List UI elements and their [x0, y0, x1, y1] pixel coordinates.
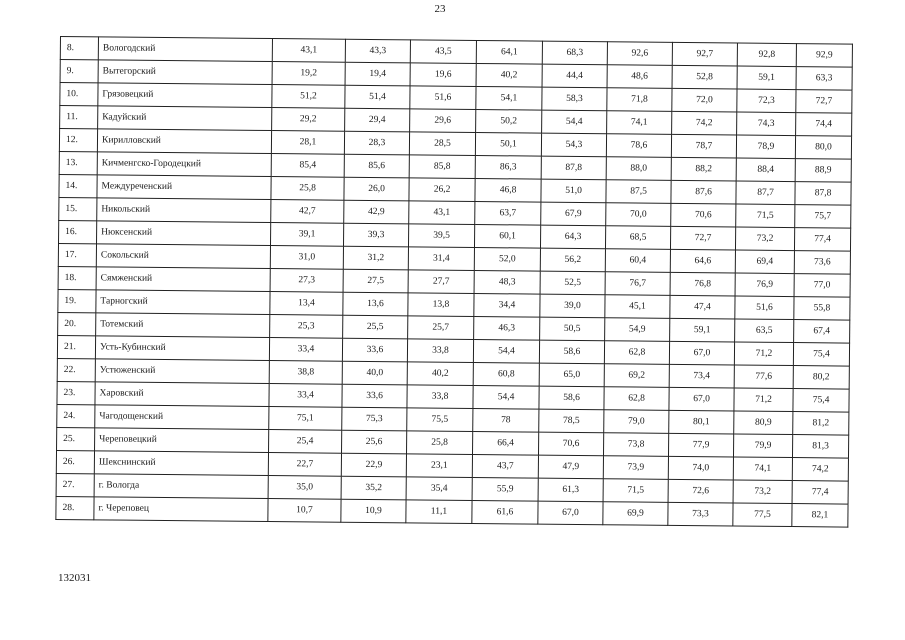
value-cell: 67,0	[669, 387, 734, 411]
value-cell: 77,4	[794, 228, 850, 252]
row-number-cell: 25.	[57, 427, 95, 450]
value-cell: 77,5	[733, 503, 792, 527]
document-code: 132031	[58, 572, 91, 584]
value-cell: 62,8	[604, 341, 669, 365]
value-cell: 43,7	[472, 454, 538, 478]
value-cell: 74,2	[792, 458, 848, 482]
value-cell: 67,4	[794, 320, 850, 344]
value-cell: 13,8	[408, 293, 474, 317]
value-cell: 54,3	[541, 133, 606, 157]
value-cell: 85,6	[344, 154, 409, 178]
value-cell: 31,2	[343, 246, 408, 270]
value-cell: 63,3	[796, 67, 852, 91]
value-cell: 80,9	[734, 411, 793, 435]
value-cell: 86,3	[475, 155, 541, 179]
value-cell: 33,4	[269, 384, 342, 408]
district-name-cell: Тарногский	[96, 290, 270, 315]
value-cell: 77,9	[668, 433, 733, 457]
value-cell: 74,2	[672, 111, 737, 135]
value-cell: 39,0	[540, 294, 605, 318]
value-cell: 54,9	[605, 318, 670, 342]
value-cell: 27,5	[343, 269, 408, 293]
value-cell: 75,1	[269, 407, 342, 431]
value-cell: 74,0	[668, 456, 733, 480]
row-number-cell: 21.	[57, 335, 95, 358]
district-name-cell: Шекснинский	[94, 451, 268, 476]
row-number-cell: 12.	[59, 129, 97, 152]
value-cell: 63,5	[735, 319, 794, 343]
value-cell: 87,8	[541, 156, 606, 180]
value-cell: 59,1	[737, 66, 796, 90]
value-cell: 77,0	[794, 274, 850, 298]
value-cell: 29,6	[410, 109, 476, 133]
value-cell: 69,2	[604, 364, 669, 388]
district-name-cell: Сокольский	[96, 244, 270, 269]
page-number: 23	[434, 3, 446, 15]
district-name-cell: Тотемский	[96, 313, 270, 338]
value-cell: 58,6	[539, 340, 604, 364]
row-number-cell: 27.	[56, 473, 94, 496]
value-cell: 13,4	[270, 292, 343, 316]
value-cell: 55,9	[472, 477, 538, 501]
value-cell: 51,2	[272, 85, 345, 109]
value-cell: 60,1	[474, 224, 540, 248]
value-cell: 29,4	[345, 108, 410, 132]
district-name-cell: Нюксенский	[97, 221, 271, 246]
value-cell: 25,3	[270, 315, 343, 339]
value-cell: 47,9	[538, 455, 603, 479]
value-cell: 51,0	[541, 179, 606, 203]
value-cell: 47,4	[670, 295, 735, 319]
row-number-cell: 20.	[58, 312, 96, 335]
value-cell: 78	[473, 408, 539, 432]
value-cell: 45,1	[605, 295, 670, 319]
value-cell: 50,5	[540, 317, 605, 341]
row-number-cell: 14.	[59, 174, 97, 197]
district-name-cell: Харовский	[95, 382, 269, 407]
value-cell: 92,9	[796, 44, 852, 68]
value-cell: 27,7	[408, 270, 474, 294]
value-cell: 43,1	[272, 39, 345, 63]
value-cell: 75,7	[795, 205, 851, 229]
value-cell: 80,1	[669, 410, 734, 434]
value-cell: 60,8	[473, 362, 539, 386]
value-cell: 75,3	[342, 407, 407, 431]
value-cell: 61,3	[538, 478, 603, 502]
value-cell: 65,0	[539, 363, 604, 387]
value-cell: 80,0	[795, 136, 851, 160]
value-cell: 23,1	[406, 454, 472, 478]
district-name-cell: Череповецкий	[95, 428, 269, 453]
value-cell: 64,1	[476, 40, 542, 64]
value-cell: 48,3	[474, 270, 540, 294]
value-cell: 33,8	[407, 385, 473, 409]
value-cell: 43,5	[410, 40, 476, 64]
value-cell: 25,6	[342, 430, 407, 454]
value-cell: 28,1	[271, 131, 344, 155]
value-cell: 76,7	[605, 272, 670, 296]
district-name-cell: г. Вологда	[94, 474, 268, 499]
value-cell: 72,3	[737, 89, 796, 113]
value-cell: 71,5	[736, 204, 795, 228]
value-cell: 74,3	[737, 112, 796, 136]
value-cell: 39,5	[408, 224, 474, 248]
value-cell: 73,2	[735, 227, 794, 251]
district-name-cell: Вытегорский	[98, 60, 272, 85]
district-name-cell: Кичменгско-Городецкий	[97, 152, 271, 177]
value-cell: 25,7	[408, 316, 474, 340]
district-name-cell: Устюженский	[95, 359, 269, 384]
value-cell: 51,4	[345, 85, 410, 109]
value-cell: 69,9	[603, 502, 668, 526]
value-cell: 35,4	[406, 477, 472, 501]
value-cell: 71,2	[734, 342, 793, 366]
row-number-cell: 22.	[57, 358, 95, 381]
value-cell: 44,4	[542, 64, 607, 88]
district-name-cell: Усть-Кубинский	[95, 336, 269, 361]
value-cell: 72,7	[670, 226, 735, 250]
value-cell: 28,3	[344, 131, 409, 155]
value-cell: 70,6	[671, 203, 736, 227]
row-number-cell: 15.	[59, 197, 97, 220]
value-cell: 51,6	[735, 296, 794, 320]
value-cell: 39,1	[270, 223, 343, 247]
row-number-cell: 11.	[60, 106, 98, 129]
value-cell: 87,7	[736, 181, 795, 205]
value-cell: 75,4	[793, 343, 849, 367]
value-cell: 73,3	[668, 502, 733, 526]
value-cell: 87,6	[671, 180, 736, 204]
value-cell: 19,2	[272, 62, 345, 86]
row-number-cell: 24.	[57, 404, 95, 427]
value-cell: 38,8	[269, 361, 342, 385]
district-name-cell: г. Череповец	[94, 497, 268, 522]
value-cell: 59,1	[670, 318, 735, 342]
row-number-cell: 8.	[60, 37, 98, 60]
value-cell: 77,4	[792, 481, 848, 505]
district-name-cell: Сямженский	[96, 267, 270, 292]
value-cell: 72,6	[668, 479, 733, 503]
value-cell: 74,4	[796, 113, 852, 137]
value-cell: 64,6	[670, 249, 735, 273]
value-cell: 33,4	[269, 338, 342, 362]
value-cell: 52,5	[540, 271, 605, 295]
value-cell: 58,3	[542, 87, 607, 111]
value-cell: 85,4	[271, 154, 344, 178]
value-cell: 71,5	[603, 479, 668, 503]
value-cell: 76,9	[735, 273, 794, 297]
value-cell: 62,8	[604, 387, 669, 411]
value-cell: 78,7	[671, 134, 736, 158]
value-cell: 92,6	[607, 42, 672, 66]
value-cell: 88,2	[671, 157, 736, 181]
value-cell: 46,3	[474, 316, 540, 340]
value-cell: 22,9	[341, 453, 406, 477]
value-cell: 78,6	[606, 134, 671, 158]
value-cell: 76,8	[670, 272, 735, 296]
value-cell: 40,2	[407, 362, 473, 386]
value-cell: 22,7	[268, 453, 341, 477]
data-table	[55, 36, 853, 528]
value-cell: 50,2	[476, 109, 542, 133]
value-cell: 19,4	[345, 62, 410, 86]
value-cell: 26,0	[344, 177, 409, 201]
value-cell: 78,5	[539, 409, 604, 433]
value-cell: 33,6	[342, 338, 407, 362]
row-number-cell: 10.	[60, 83, 98, 106]
value-cell: 26,2	[409, 178, 475, 202]
value-cell: 55,8	[794, 297, 850, 321]
value-cell: 71,8	[607, 88, 672, 112]
value-cell: 43,1	[409, 201, 475, 225]
value-cell: 61,6	[472, 500, 538, 524]
value-cell: 75,4	[793, 389, 849, 413]
value-cell: 74,1	[733, 457, 792, 481]
value-cell: 25,4	[269, 430, 342, 454]
value-cell: 52,8	[672, 65, 737, 89]
value-cell: 52,0	[474, 247, 540, 271]
value-cell: 67,0	[669, 341, 734, 365]
row-number-cell: 28.	[56, 496, 94, 519]
value-cell: 73,2	[733, 480, 792, 504]
value-cell: 92,7	[672, 42, 737, 66]
value-cell: 73,9	[603, 456, 668, 480]
value-cell: 25,8	[271, 177, 344, 201]
value-cell: 42,9	[344, 200, 409, 224]
value-cell: 29,2	[272, 108, 345, 132]
district-name-cell: Кадуйский	[98, 106, 272, 131]
value-cell: 75,5	[407, 408, 473, 432]
value-cell: 77,6	[734, 365, 793, 389]
value-cell: 85,8	[409, 155, 475, 179]
value-cell: 68,5	[605, 226, 670, 250]
value-cell: 10,7	[268, 499, 341, 523]
value-cell: 25,8	[407, 431, 473, 455]
value-cell: 78,9	[736, 135, 795, 159]
value-cell: 81,3	[792, 435, 848, 459]
value-cell: 66,4	[473, 431, 539, 455]
value-cell: 68,3	[542, 41, 607, 65]
value-cell: 33,6	[342, 384, 407, 408]
value-cell: 69,4	[735, 250, 794, 274]
row-number-cell: 19.	[58, 289, 96, 312]
value-cell: 25,5	[343, 315, 408, 339]
value-cell: 88,9	[795, 159, 851, 183]
value-cell: 87,5	[606, 180, 671, 204]
value-cell: 39,3	[343, 223, 408, 247]
value-cell: 74,1	[607, 111, 672, 135]
value-cell: 13,6	[343, 292, 408, 316]
district-name-cell: Никольский	[97, 198, 271, 223]
value-cell: 54,1	[476, 86, 542, 110]
table-body	[56, 37, 853, 528]
value-cell: 31,0	[270, 246, 343, 270]
value-cell: 88,4	[736, 158, 795, 182]
table-container	[55, 36, 852, 531]
value-cell: 34,4	[474, 293, 540, 317]
row-number-cell: 9.	[60, 60, 98, 83]
value-cell: 63,7	[475, 201, 541, 225]
value-cell: 79,0	[604, 410, 669, 434]
value-cell: 67,0	[538, 501, 603, 525]
value-cell: 42,7	[271, 200, 344, 224]
value-cell: 35,2	[341, 476, 406, 500]
value-cell: 87,8	[795, 182, 851, 206]
value-cell: 72,0	[672, 88, 737, 112]
value-cell: 31,4	[408, 247, 474, 271]
value-cell: 71,2	[734, 388, 793, 412]
row-number-cell: 23.	[57, 381, 95, 404]
district-name-cell: Вологодский	[98, 37, 272, 62]
value-cell: 88,0	[606, 157, 671, 181]
value-cell: 19,6	[410, 63, 476, 87]
value-cell: 40,2	[476, 63, 542, 87]
value-cell: 35,0	[268, 476, 341, 500]
value-cell: 60,4	[605, 249, 670, 273]
row-number-cell: 17.	[58, 243, 96, 266]
value-cell: 51,6	[410, 86, 476, 110]
district-name-cell: Кирилловский	[97, 129, 271, 154]
value-cell: 11,1	[406, 500, 472, 524]
value-cell: 43,3	[345, 39, 410, 63]
value-cell: 72,7	[796, 90, 852, 114]
value-cell: 50,1	[475, 132, 541, 156]
district-name-cell: Чагодощенский	[95, 405, 269, 430]
row-number-cell: 18.	[58, 266, 96, 289]
row-number-cell: 26.	[56, 450, 94, 473]
value-cell: 54,4	[473, 339, 539, 363]
value-cell: 92,8	[737, 43, 796, 67]
value-cell: 58,6	[539, 386, 604, 410]
value-cell: 28,5	[409, 132, 475, 156]
district-name-cell: Междуреченский	[97, 175, 271, 200]
value-cell: 70,6	[538, 432, 603, 456]
value-cell: 73,8	[603, 433, 668, 457]
value-cell: 54,4	[473, 385, 539, 409]
value-cell: 73,4	[669, 364, 734, 388]
value-cell: 82,1	[792, 504, 848, 528]
value-cell: 64,3	[540, 225, 605, 249]
value-cell: 40,0	[342, 361, 407, 385]
value-cell: 80,2	[793, 366, 849, 390]
value-cell: 33,8	[407, 339, 473, 363]
district-name-cell: Грязовецкий	[98, 83, 272, 108]
value-cell: 70,0	[606, 203, 671, 227]
value-cell: 46,8	[475, 178, 541, 202]
value-cell: 79,9	[733, 434, 792, 458]
value-cell: 73,6	[794, 251, 850, 275]
row-number-cell: 16.	[59, 220, 97, 243]
value-cell: 56,2	[540, 248, 605, 272]
value-cell: 67,9	[541, 202, 606, 226]
row-number-cell: 13.	[59, 151, 97, 174]
value-cell: 10,9	[341, 499, 406, 523]
value-cell: 27,3	[270, 269, 343, 293]
value-cell: 48,6	[607, 65, 672, 89]
value-cell: 81,2	[793, 412, 849, 436]
value-cell: 54,4	[542, 110, 607, 134]
